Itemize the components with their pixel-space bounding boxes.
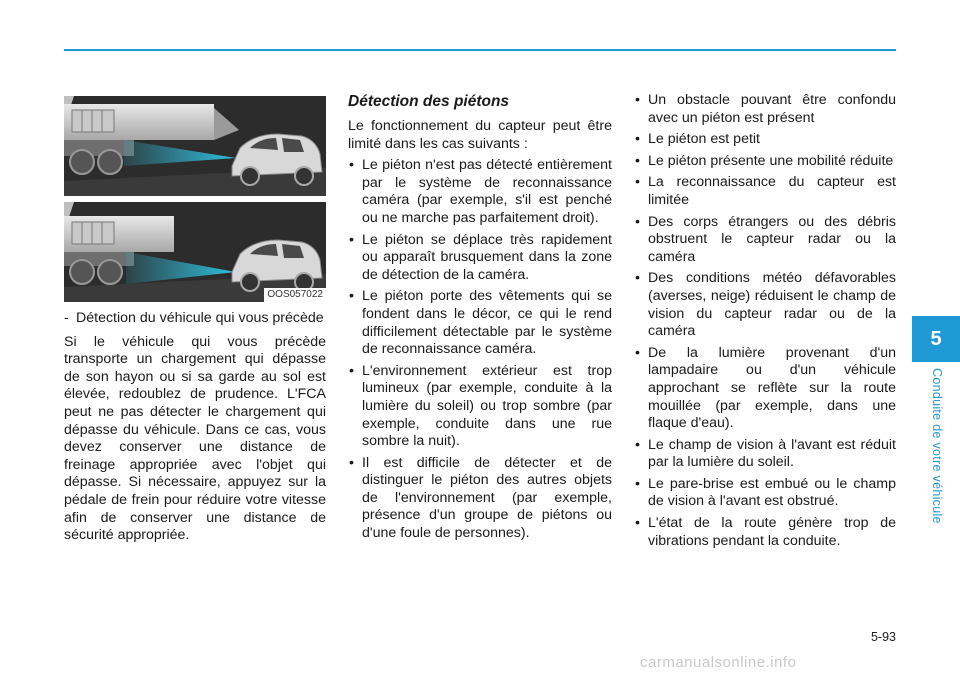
list-item [348,157,612,227]
bullet-dot: • [635,92,640,108]
bullet-dot: • [635,131,640,148]
list-item-text: Un obstacle pouvant être confondu avec un piéton est présent [648,92,896,126]
bullet-dot: • [635,213,640,230]
bullet-dot: • [635,515,640,532]
list-item-text: La reconnaissance du capteur est limitée [648,174,896,208]
column-right [634,92,896,550]
bullet-dot: • [635,344,640,361]
list-item [634,515,896,550]
list-item [634,214,896,267]
list-item-text: De la lumière provenant d'un lampadaire ou d'un véhicule approchant se reflète sur la route mouillée (par exemple, dans une flaque d'eau). [648,344,896,432]
bullet-dot: • [349,288,354,305]
list-item [634,476,896,511]
column-middle [348,92,612,543]
bullet-list-right [634,92,896,550]
list-item [634,131,896,149]
bullet-dot: • [635,152,640,169]
bullet-dot: • [349,454,354,471]
list-item [634,92,896,127]
list-item [634,270,896,340]
bullet-dot: • [349,362,354,379]
list-item-text: Des corps étrangers ou des débris obstruent le capteur radar ou la caméra [648,213,896,265]
list-item [348,455,612,543]
section-title: Détection des piétons [348,93,510,110]
list-item-text: Le piéton est petit [648,131,761,148]
list-item-text: Le piéton présente une mobilité réduite [648,152,894,169]
bullet-dot: • [349,157,354,174]
list-item-text: Le champ de vision à l'avant est réduit par la lumière du soleil. [648,436,896,471]
bullet-dot: • [635,475,640,492]
list-item-text: Le piéton n'est pas détecté entièrement par le système de reconnaissance caméra (par exemple, s'il est penché ou ne marche pas parfaitement droit). [362,157,612,226]
chapter-tab: 5 [912,316,960,362]
list-item [634,174,896,209]
list-item-text: Le pare-brise est embué ou le champ de vision à l'avant est obstrué. [648,475,896,510]
section-intro: Le fonctionnement du capteur peut être limité dans les cas suivants : [348,118,612,152]
figure-truck-detection [64,92,326,302]
illustration-truck-overhang-beam [64,96,326,196]
chapter-label: Conduite de votre véhicule [930,368,944,524]
list-item-text: Le piéton se déplace très rapidement ou apparaît brusquement dans la zone de détection de la caméra. [362,231,612,283]
dash-item-text: Détection du véhicule qui vous précède [76,310,324,326]
paragraph-overhang-caution: Si le véhicule qui vous précède transporte un chargement qui dépasse de son hayon ou si sa garde au sol est élevée, redoublez de prudence. L'FCA peut ne pas détecter le chargement qui dépasse du véhicule. Dans ce cas, vous devez conserver une distance de freinage appropriée avec l'objet qui dépasse. Si nécessaire, appuyez sur la pédale de frein pour réduire votre vitesse afin de conserver une distance de sécurité appropriée. [64,333,326,544]
top-rule [64,49,896,51]
column-left [64,92,326,545]
page-number: 5-93 [870,630,896,644]
bullet-list-middle [348,157,612,542]
list-item-text: L'état de la route génère trop de vibrations pendant la conduite. [648,515,896,549]
list-item-text: L'environnement extérieur est trop lumineux (par exemple, conduite à la lumière du soleil) ou trop sombre (par exemple, conduite dans une rue sombre la nuit). [362,362,612,450]
list-item [634,153,896,171]
list-item [348,232,612,285]
dash-item [64,310,326,328]
list-item-text: Des conditions météo défavorables (averses, neige) réduisent le champ de vision du capteur radar ou de la caméra [648,270,896,340]
list-item [634,437,896,472]
list-item [348,288,612,358]
figure-code: OOS057022 [264,288,326,302]
list-item-text: Il est difficile de détecter et de distinguer le piéton des autres objets de l'environnement (par exemple, présence d'un groupe de piétons ou d'une foule de personnes). [362,454,612,542]
bullet-dot: • [635,174,640,191]
illustration-truck-low-beam [64,202,326,302]
bullet-dot: • [349,231,354,248]
list-item [348,363,612,451]
list-item-text: Le piéton porte des vêtements qui se fondent dans le décor, ce qui le rend difficilement détectable par le système de reconnaissance caméra. [362,288,612,358]
dash-mark: - [64,310,69,326]
watermark: carmanualsonline.info [640,654,797,671]
bullet-dot: • [635,270,640,287]
bullet-dot: • [635,436,640,453]
list-item [634,345,896,433]
